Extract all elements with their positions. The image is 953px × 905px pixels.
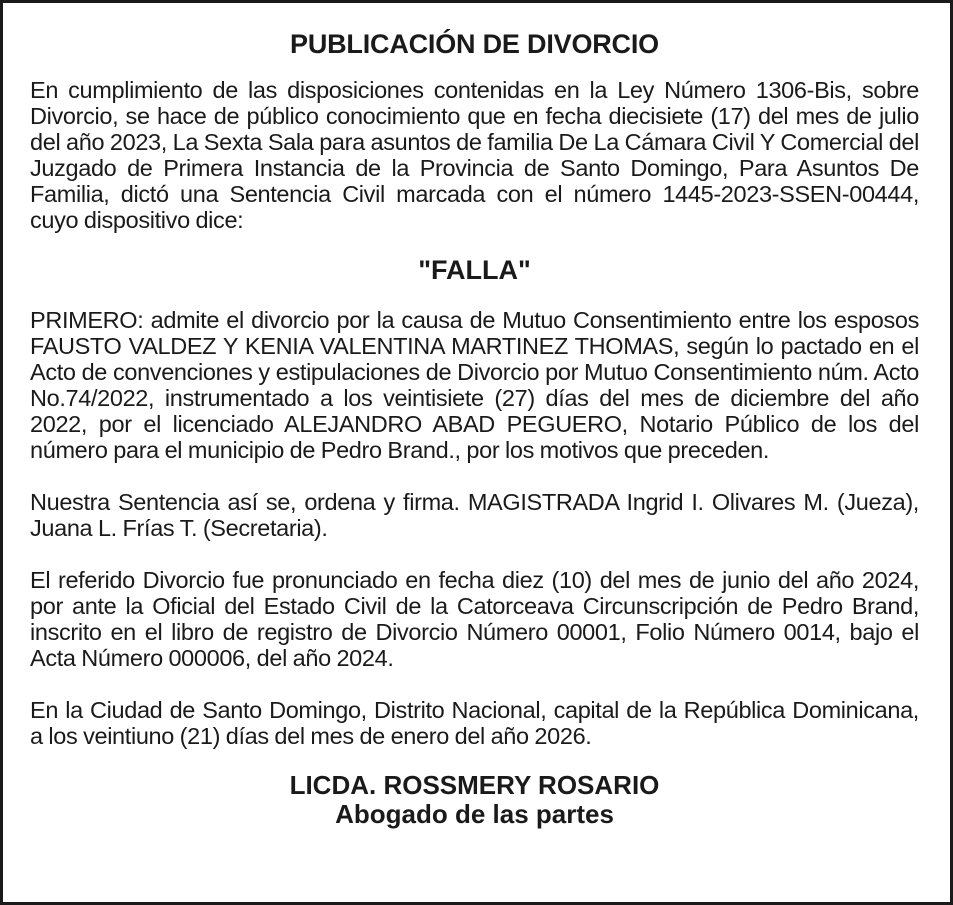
signature-role: Abogado de las partes [335, 799, 614, 829]
notice-title: PUBLICACIÓN DE DIVORCIO [290, 29, 659, 59]
pronunciado-paragraph: El referido Divorcio fue pronunciado en fecha diez (10) del mes de junio del año 2024, por ante la Oficial del Estado Civil de la Catorceava Circunscripción de Pedro Brand, inscrito en el libro de registro de Divorcio Número 00001, Folio Número 0014, bajo el Acta Número 000006, del año 2024. [30, 567, 919, 671]
intro-paragraph: En cumplimiento de las disposiciones contenidas en la Ley Número 1306-Bis, sobre Divorcio, se hace de público conocimiento que en fecha diecisiete (17) del mes de julio del año 2023, La Sexta Sala para asuntos de familia De La Cámara Civil Y Comercial del Juzgado de Primera Instancia de la Provincia de Santo Domingo, Para Asuntos De Familia, dictó una Sentencia Civil marcada con el número 1445-2023-SSEN-00444, cuyo dispositivo dice: [30, 77, 919, 233]
paragraph-spacer [30, 463, 919, 489]
signature-name: LICDA. ROSSMERY ROSARIO [289, 770, 660, 800]
sentencia-paragraph: Nuestra Sentencia así se, ordena y firma. MAGISTRADA Ingrid I. Olivares M. (Jueza), Juana L. Frías T. (Secretaria). [30, 489, 919, 541]
primero-paragraph: PRIMERO: admite el divorcio por la causa de Mutuo Consentimiento entre los esposos FAUSTO VALDEZ Y KENIA VALENTINA MARTINEZ THOMAS, según lo pactado en el Acto de convenciones y estipulaciones de Divorcio por Mutuo Consentimiento núm. Acto No.74/2022, instrumentado a los veintisiete (27) días del mes de diciembre del año 2022, por el licenciado ALEJANDRO ABAD PEGUERO, Notario Público de los del número para el municipio de Pedro Brand., por los motivos que preceden. [30, 307, 919, 463]
paragraph-spacer [30, 671, 919, 697]
paragraph-spacer [30, 541, 919, 567]
signature-block [30, 771, 919, 829]
falla-heading: "FALLA" [418, 255, 531, 285]
place-date-paragraph: En la Ciudad de Santo Domingo, Distrito Nacional, capital de la República Dominicana, a los veintiuno (21) días del mes de enero del año 2026. [30, 697, 919, 749]
